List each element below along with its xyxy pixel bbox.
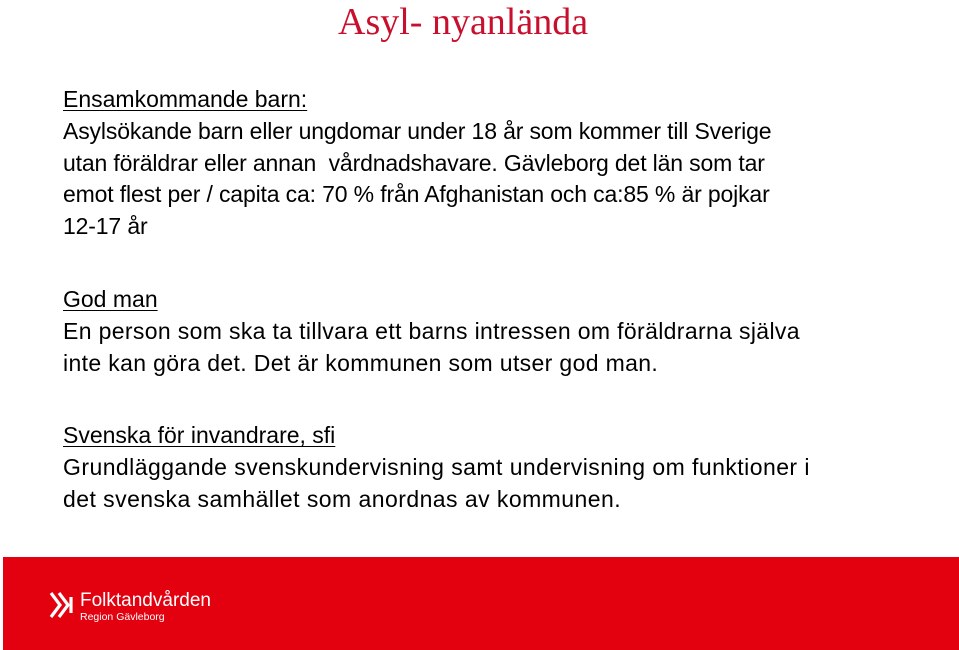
body-line: Grundläggande svenskundervisning samt undervisning om funktioner i xyxy=(63,454,810,480)
section-body xyxy=(63,116,943,242)
section-heading: God man xyxy=(63,286,158,312)
section-body xyxy=(63,452,943,515)
slide-title: Asyl- nyanlända xyxy=(338,1,589,43)
body-line: 12-17 år xyxy=(63,212,148,239)
logo-name: Folktandvården xyxy=(80,590,211,611)
slide-content xyxy=(63,84,943,515)
section-heading: Svenska för invandrare, sfi xyxy=(63,422,336,448)
logo-text xyxy=(80,590,211,623)
section-sfi xyxy=(63,420,943,515)
body-line: Asylsökande barn eller ungdomar under 18 år som kommer till Sverige xyxy=(63,118,772,144)
body-line: En person som ska ta tillvara ett barns intressen om föräldrarna själva xyxy=(63,318,800,344)
body-line: inte kan göra det. Det är kommunen som utser god man. xyxy=(63,349,659,376)
footer-bar xyxy=(3,557,959,650)
section-heading: Ensamkommande barn: xyxy=(63,86,308,112)
folktandvarden-logo xyxy=(49,590,211,623)
body-line: emot flest per / capita ca: 70 % från Afghanistan och ca:85 % är pojkar xyxy=(63,181,770,207)
folktandvarden-logo-mark-icon xyxy=(49,591,77,619)
logo-region: Region Gävleborg xyxy=(80,611,165,623)
body-line: det svenska samhället som anordnas av kommunen. xyxy=(63,485,622,512)
section-guardian xyxy=(63,284,943,379)
section-unaccompanied-minors xyxy=(63,84,943,242)
body-line: utan föräldrar eller annan vårdnadshavare. Gävleborg det län som tar xyxy=(63,149,765,176)
section-body xyxy=(63,316,943,379)
